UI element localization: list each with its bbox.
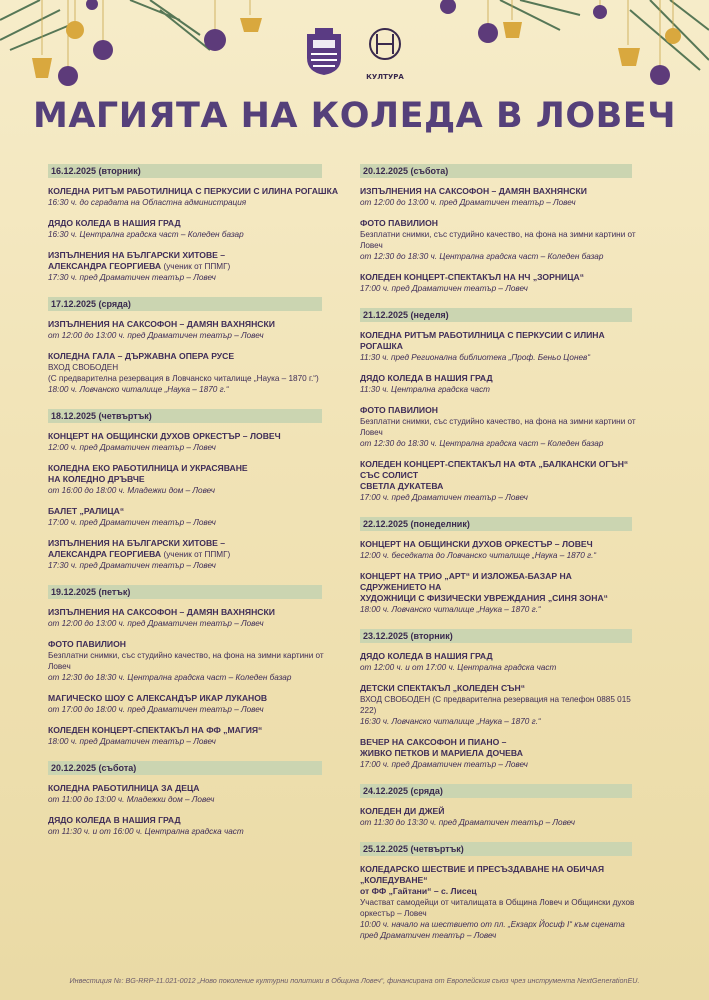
event-title-continued [360, 593, 638, 604]
day-section [48, 164, 348, 283]
event-title: КОНЦЕРТ НА ОБЩИНСКИ ДУХОВ ОРКЕСТЪР – ЛОВЕЧ [360, 539, 593, 549]
entry-free-label: ВХОД СВОБОДЕН [48, 363, 119, 372]
event-time-location: 17:00 ч. пред Драматичен театър – Ловеч [360, 284, 528, 293]
event-title-continued [360, 481, 638, 492]
event-item [48, 607, 348, 629]
event-title: КОНЦЕРТ НА ТРИО „АРТ“ И ИЗЛОЖБА-БАЗАР НА СДРУЖЕНИЕТО НА [360, 571, 572, 592]
event-time-location: 16:30 ч. до сградата на Областна администрация [48, 198, 247, 207]
christmas-decoration [0, 0, 709, 100]
event-item [48, 815, 348, 837]
event-time-location: 16:30 ч. Централна градска част – Коледен базар [48, 230, 244, 239]
event-title-note: (ученик от ППМГ) [163, 262, 231, 271]
event-time-location: 11:30 ч. пред Регионална библиотека „Проф. Беньо Цонев“ [360, 353, 591, 362]
event-title: ИЗПЪЛНЕНИЯ НА БЪЛГАРСКИ ХИТОВЕ – [48, 250, 226, 260]
event-title-text: АЛЕКСАНДРА ГЕОРГИЕВА [48, 261, 162, 271]
event-time-location: от 12:00 до 13:00 ч. пред Драматичен театър – Ловеч [48, 619, 264, 628]
event-title: КОЛЕДАРСКО ШЕСТВИЕ И ПРЕСЪЗДАВАНЕ НА ОБИЧАЯ „КОЛЕДУВАНЕ“ [360, 864, 605, 885]
event-subtitle [360, 694, 638, 716]
event-item [48, 538, 348, 571]
day-section [360, 164, 638, 294]
event-title-continued [48, 474, 348, 485]
kultura-emblem-icon [364, 24, 406, 68]
day-date-header: 23.12.2025 (вторник) [360, 629, 632, 643]
event-title: КОЛЕДНА РАБОТИЛНИЦА ЗА ДЕЦА [48, 783, 200, 793]
event-time-location: 17:30 ч. пред Драматичен театър – Ловеч [48, 561, 216, 570]
event-title: КОЛЕДНА ЕКО РАБОТИЛНИЦА И УКРАСЯВАНЕ [48, 463, 248, 473]
event-item [48, 319, 348, 341]
event-item [48, 725, 348, 747]
day-date-header: 19.12.2025 (петък) [48, 585, 322, 599]
event-time-location: от 12:00 до 13:00 ч. пред Драматичен театър – Ловеч [48, 331, 264, 340]
event-item [360, 330, 638, 363]
event-item [48, 431, 348, 453]
event-item [360, 737, 638, 770]
event-time-location: от 11:30 до 13:30 ч. пред Драматичен театър – Ловеч [360, 818, 575, 827]
event-item [360, 806, 638, 828]
event-item [48, 186, 348, 208]
event-title: БАЛЕТ „РАЛИЦА“ [48, 506, 125, 516]
event-time-location: 10:00 ч. начало на шествието от пл. „Екзарх Йосиф I“ към сцената пред Драматичен театър – Ловеч [360, 920, 625, 940]
event-time-location: 12:00 ч. беседката до Ловчанско читалище „Наука – 1870 г.“ [360, 551, 597, 560]
event-title: ФОТО ПАВИЛИОН [360, 218, 438, 228]
left-column [48, 164, 348, 851]
event-subtitle [48, 362, 348, 373]
event-title-text: НА КОЛЕДНО ДРЪВЧЕ [48, 474, 145, 484]
day-date-header: 16.12.2025 (вторник) [48, 164, 322, 178]
event-item [360, 186, 638, 208]
day-section [360, 629, 638, 770]
event-title: КОЛЕДЕН ДИ ДЖЕЙ [360, 806, 445, 816]
day-date-header: 18.12.2025 (четвъртък) [48, 409, 322, 423]
event-time-location: 17:00 ч. пред Драматичен театър – Ловеч [48, 518, 216, 527]
reservation-note: (С предварителна резервация на телефон 0885 015 222) [360, 695, 631, 715]
event-item [48, 506, 348, 528]
event-title-text: ХУДОЖНИЦИ С ФИЗИЧЕСКИ УВРЕЖДАНИЯ „СИНЯ ЗОНА“ [360, 593, 608, 603]
day-section [48, 761, 348, 837]
event-item [48, 463, 348, 496]
event-time-location: 17:00 ч. пред Драматичен театър – Ловеч [360, 493, 528, 502]
event-item [48, 250, 348, 283]
event-title-note: (ученик от ППМГ) [163, 550, 231, 559]
event-item [360, 571, 638, 615]
event-title-text: ЖИВКО ПЕТКОВ И МАРИЕЛА ДОЧЕВА [360, 748, 523, 758]
day-date-header: 20.12.2025 (събота) [48, 761, 322, 775]
day-section [48, 409, 348, 571]
event-item [360, 539, 638, 561]
event-title: КОЛЕДНА ГАЛА – ДЪРЖАВНА ОПЕРА РУСЕ [48, 351, 235, 361]
event-note: Участват самодейци от читалищата в Община Ловеч и Общински духов оркестър – Ловеч [360, 898, 635, 918]
event-time-location: 17:00 ч. пред Драматичен театър – Ловеч [360, 760, 528, 769]
event-title-text: АЛЕКСАНДРА ГЕОРГИЕВА [48, 549, 162, 559]
event-title: КОНЦЕРТ НА ОБЩИНСКИ ДУХОВ ОРКЕСТЪР – ЛОВЕЧ [48, 431, 281, 441]
event-time-location: 16:30 ч. Ловчанско читалище „Наука – 1870 г.“ [360, 717, 541, 726]
event-note: Безплатни снимки, със студийно качество, на фона на зимни картини от Ловеч [360, 230, 636, 250]
event-item [48, 639, 348, 683]
day-date-header: 24.12.2025 (сряда) [360, 784, 632, 798]
event-title: КОЛЕДЕН КОНЦЕРТ-СПЕКТАКЪЛ НА ФТА „БАЛКАНСКИ ОГЪН“ СЪС СОЛИСТ [360, 459, 629, 480]
event-item [360, 459, 638, 503]
event-time-location: от 11:30 ч. и от 16:00 ч. Централна градска част [48, 827, 244, 836]
event-item [360, 864, 638, 941]
event-title: КОЛЕДНА РИТЪМ РАБОТИЛНИЦА С ПЕРКУСИИ С ИЛИНА РОГАШКА [48, 186, 339, 196]
event-time-location: от 12:30 до 18:30 ч. Централна градска част – Коледен базар [360, 439, 604, 448]
right-column [360, 164, 638, 955]
event-time-location: 18:00 ч. пред Драматичен театър – Ловеч [48, 737, 216, 746]
event-note: Безплатни снимки, със студийно качество, на фона на зимни картини от Ловеч [360, 417, 636, 437]
event-time-location: 17:30 ч. пред Драматичен театър – Ловеч [48, 273, 216, 282]
entry-free-label: ВХОД СВОБОДЕН [360, 695, 431, 704]
day-section [360, 784, 638, 828]
event-title: ИЗПЪЛНЕНИЯ НА САКСОФОН – ДАМЯН ВАХНЯНСКИ [48, 319, 275, 329]
event-title: КОЛЕДНА РИТЪМ РАБОТИЛНИЦА С ПЕРКУСИИ С ИЛИНА РОГАШКА [360, 330, 605, 351]
event-title: ИЗПЪЛНЕНИЯ НА САКСОФОН – ДАМЯН ВАХНЯНСКИ [48, 607, 275, 617]
kultura-logo [364, 24, 406, 80]
event-title: ФОТО ПАВИЛИОН [48, 639, 126, 649]
day-section [360, 308, 638, 503]
event-title-continued [48, 549, 348, 560]
event-item [48, 783, 348, 805]
event-time-location: от 16:00 до 18:00 ч. Младежки дом – Ловеч [48, 486, 216, 495]
day-date-header: 25.12.2025 (четвъртък) [360, 842, 632, 856]
event-note: Безплатни снимки, със студийно качество, на фона на зимни картини от Ловеч [48, 651, 324, 671]
kultura-logo-text: КУЛТУРА [366, 73, 404, 81]
day-date-header: 21.12.2025 (неделя) [360, 308, 632, 322]
event-title: МАГИЧЕСКО ШОУ С АЛЕКСАНДЪР ИКАР ЛУКАНОВ [48, 693, 268, 703]
funding-footer: Инвестиция №: BG-RRP-11.021-0012 „Ново поколение културни политики в Община Ловеч“, финансирана от Европейския съюз чрез инструмента NextGenerationEU. [69, 976, 640, 985]
event-time-location: 18:00 ч. Ловчанско читалище „Наука – 1870 г.“ [48, 385, 229, 394]
event-time-location: 11:30 ч. Централна градска част [360, 385, 490, 394]
event-item [360, 272, 638, 294]
event-title: КОЛЕДЕН КОНЦЕРТ-СПЕКТАКЪЛ НА ФФ „МАГИЯ“ [48, 725, 263, 735]
event-title: ДЯДО КОЛЕДА В НАШИЯ ГРАД [360, 651, 493, 661]
event-item [360, 651, 638, 673]
day-section [360, 517, 638, 615]
event-time-location: 12:00 ч. пред Драматичен театър – Ловеч [48, 443, 216, 452]
event-item [48, 351, 348, 395]
event-time-location: от 17:00 до 18:00 ч. пред Драматичен театър – Ловеч [48, 705, 264, 714]
lovech-coat-of-arms-logo [305, 28, 343, 76]
day-section [48, 585, 348, 747]
day-section [48, 297, 348, 395]
event-title: ИЗПЪЛНЕНИЯ НА САКСОФОН – ДАМЯН ВАХНЯНСКИ [360, 186, 587, 196]
day-date-header: 22.12.2025 (понеделник) [360, 517, 632, 531]
event-time-location: от 12:30 до 18:30 ч. Централна градска част – Коледен базар [48, 673, 292, 682]
event-item [360, 373, 638, 395]
day-date-header: 17.12.2025 (сряда) [48, 297, 322, 311]
event-title-continued [360, 748, 638, 759]
event-item [360, 683, 638, 727]
event-title: ВЕЧЕР НА САКСОФОН И ПИАНО – [360, 737, 507, 747]
day-section [360, 842, 638, 941]
event-title: ДЯДО КОЛЕДА В НАШИЯ ГРАД [48, 815, 181, 825]
event-title: ДЯДО КОЛЕДА В НАШИЯ ГРАД [48, 218, 181, 228]
event-time-location: от 11:00 до 13:00 ч. Младежки дом – Ловеч [48, 795, 215, 804]
page-title: МАГИЯТА НА КОЛЕДА В ЛОВЕЧ [32, 96, 676, 136]
event-note: (С предварителна резервация в Ловчанско читалище „Наука – 1870 г.“) [48, 374, 319, 383]
event-time-location: от 12:00 ч. и от 17:00 ч. Централна градска част [360, 663, 557, 672]
event-title-continued [360, 886, 638, 897]
event-item [48, 218, 348, 240]
event-title-text: СВЕТЛА ДУКАТЕВА [360, 481, 444, 491]
event-item [360, 405, 638, 449]
day-date-header: 20.12.2025 (събота) [360, 164, 632, 178]
event-title-text: от ФФ „Гайтани“ – с. Лисец [360, 886, 477, 896]
event-time-location: от 12:30 до 18:30 ч. Централна градска част – Коледен базар [360, 252, 604, 261]
event-title: ДЕТСКИ СПЕКТАКЪЛ „КОЛЕДЕН СЪН“ [360, 683, 526, 693]
event-item [48, 693, 348, 715]
event-title: ДЯДО КОЛЕДА В НАШИЯ ГРАД [360, 373, 493, 383]
event-time-location: 18:00 ч. Ловчанско читалище „Наука – 1870 г.“ [360, 605, 541, 614]
event-title: ФОТО ПАВИЛИОН [360, 405, 438, 415]
event-title-continued [48, 261, 348, 272]
event-title: КОЛЕДЕН КОНЦЕРТ-СПЕКТАКЪЛ НА НЧ „ЗОРНИЦА“ [360, 272, 585, 282]
event-item [360, 218, 638, 262]
event-title: ИЗПЪЛНЕНИЯ НА БЪЛГАРСКИ ХИТОВЕ – [48, 538, 226, 548]
event-time-location: от 12:00 до 13:00 ч. пред Драматичен театър – Ловеч [360, 198, 576, 207]
